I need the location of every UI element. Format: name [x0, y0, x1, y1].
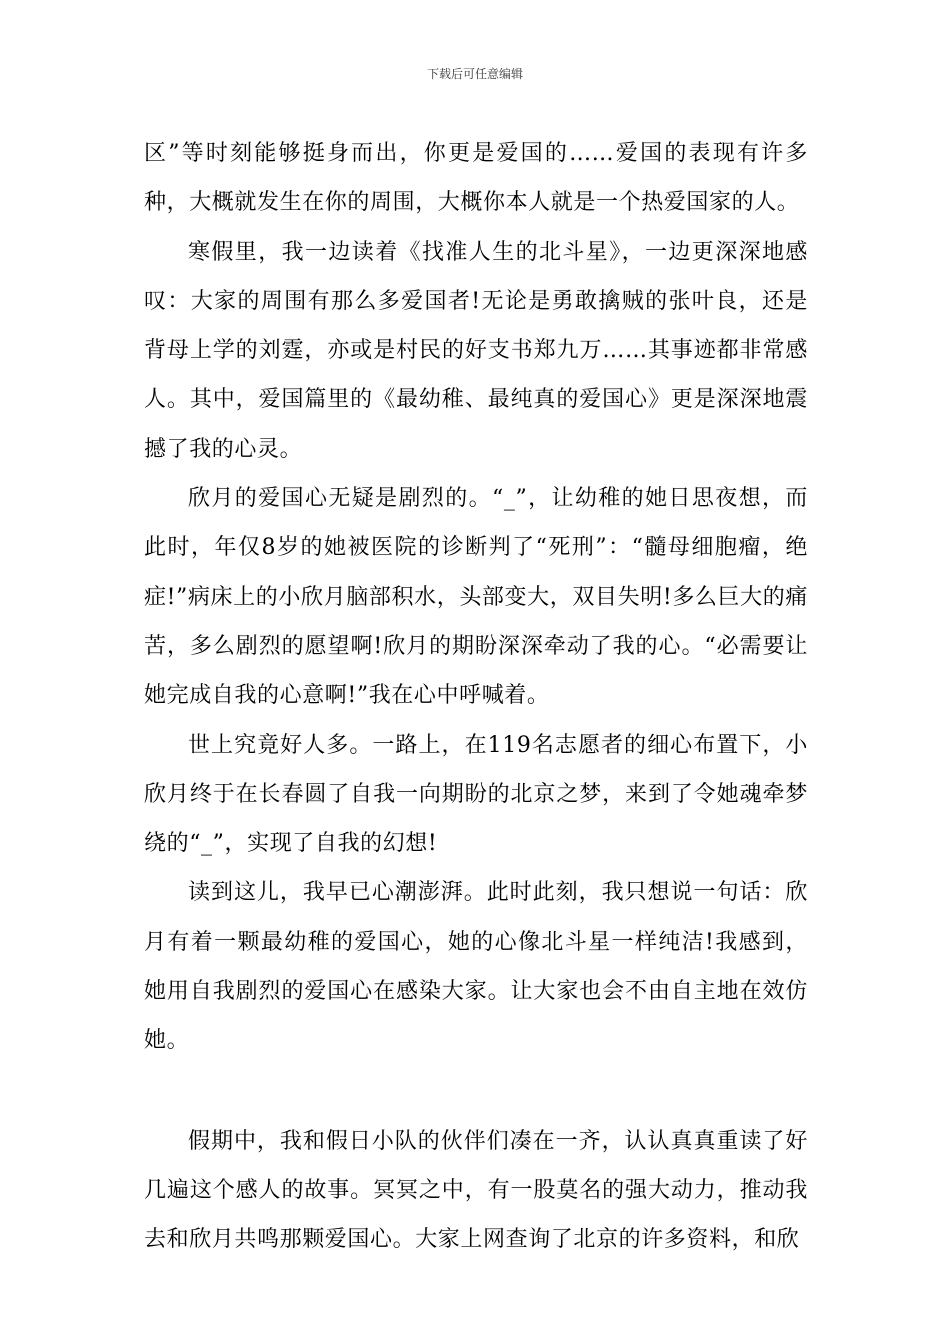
paragraph-4: 世上究竟好人多。一路上，在119名志愿者的细心布置下，小欣月终于在长春圆了自我一向期盼的北京之梦，来到了令她魂牵梦绕的“_”，实现了自我的幻想!	[144, 732, 808, 857]
document-body	[144, 129, 808, 1265]
page-header: 下载后可任意编辑	[426, 67, 523, 81]
paragraph-3: 欣月的爱国心无疑是剧烈的。“_”，让幼稚的她日思夜想，而此时，年仅8岁的她被医院的诊断判了“死刑”：“髓母细胞瘤，绝症!”病床上的小欣月脑部积水，头部变大，双目失明!多么巨大的痛苦，多么剧烈的愿望啊!欣月的期盼深深牵动了我的心。“必需要让她完成自我的心意啊!”我在心中呼喊着。	[144, 486, 808, 709]
paragraph-1: 区”等时刻能够挺身而出，你更是爱国的……爱国的表现有许多种，大概就发生在你的周围，大概你本人就是一个热爱国家的人。	[144, 141, 808, 216]
paragraph-6: 假期中，我和假日小队的伙伴们凑在一齐，认认真真重读了好几遍这个感人的故事。冥冥之中，有一股莫名的强大动力，推动我去和欣月共鸣那颗爱国心。大家上网查询了北京的许多资料，和欣	[144, 1128, 808, 1253]
paragraph-5: 读到这儿，我早已心潮澎湃。此时此刻，我只想说一句话：欣月有着一颗最幼稚的爱国心，她的心像北斗星一样纯洁!我感到，她用自我剧烈的爱国心在感染大家。让大家也会不由自主地在效仿她。	[144, 880, 808, 1054]
paragraph-gap	[144, 1066, 808, 1117]
paragraph-2: 寒假里，我一边读着《找准人生的北斗星》，一边更深深地感叹：大家的周围有那么多爱国者!无论是勇敢擒贼的张叶良，还是背母上学的刘霆，亦或是村民的好支书郑九万……其事迹都非常感人。其中，爱国篇里的《最幼稚、最纯真的爱国心》更是深深地震撼了我的心灵。	[144, 239, 808, 462]
